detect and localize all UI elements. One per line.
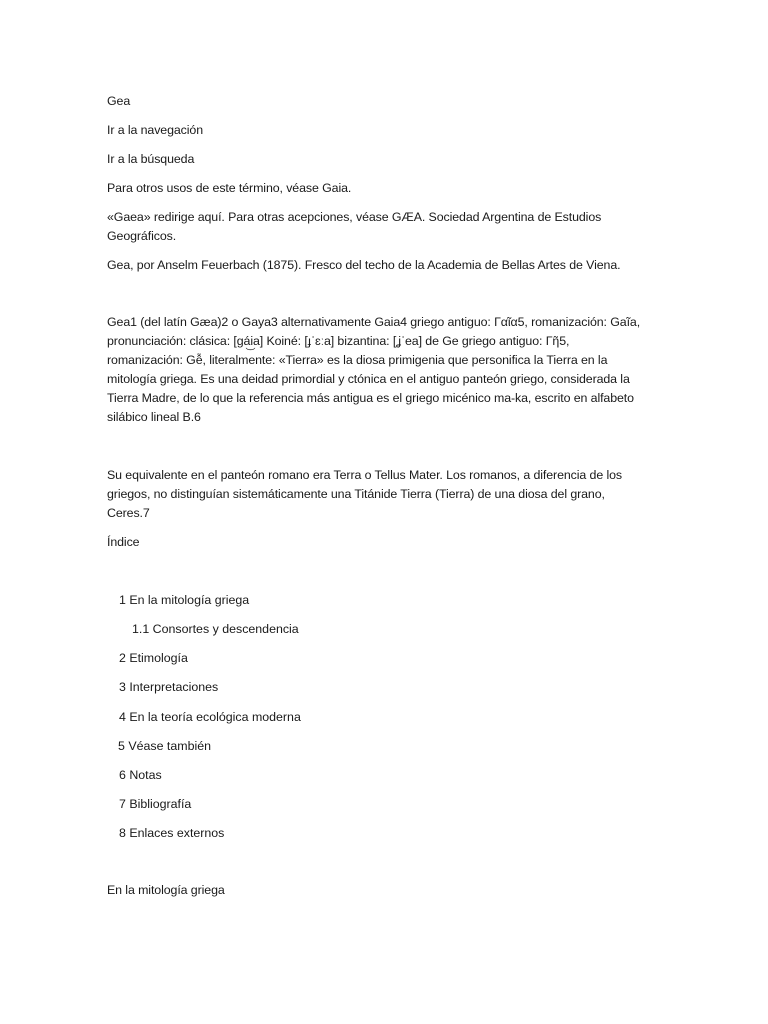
redirect-line: «Gaea» redirige aquí. Para otras acepciones, véase GÆA. Sociedad Argentina de Estudios bbox=[107, 210, 602, 224]
search-link[interactable]: Ir a la búsqueda bbox=[107, 152, 195, 166]
intro-line: mitología griega. Es una deidad primordial y ctónica en el antiguo panteón griego, considerada la bbox=[107, 372, 630, 386]
toc-item[interactable]: 1 En la mitología griega bbox=[119, 593, 250, 607]
toc-item[interactable]: 2 Etimología bbox=[119, 651, 188, 665]
toc-item[interactable]: 7 Bibliografía bbox=[119, 797, 192, 811]
redirect-line: Geográficos. bbox=[107, 229, 177, 243]
intro-line: silábico lineal B.6 bbox=[107, 410, 201, 424]
section-heading: En la mitología griega bbox=[107, 883, 225, 897]
roman-line: Ceres.7 bbox=[107, 506, 150, 520]
nav-link[interactable]: Ir a la navegación bbox=[107, 123, 204, 137]
toc-item[interactable]: 3 Interpretaciones bbox=[119, 680, 219, 694]
roman-paragraph bbox=[107, 466, 667, 523]
intro-line: romanización: Gễ, literalmente: «Tierra» es la diosa primigenia que personifica la Tierra en la bbox=[107, 353, 608, 367]
roman-line: Su equivalente en el panteón romano era Terra o Tellus Mater. Los romanos, a diferencia de los bbox=[107, 468, 622, 482]
roman-line: griegos, no distinguían sistemáticamente una Titánide Tierra (Tierra) de una diosa del grano, bbox=[107, 487, 605, 501]
toc-item[interactable]: 1.1 Consortes y descendencia bbox=[132, 622, 299, 636]
index-heading: Índice bbox=[107, 535, 140, 549]
toc-item[interactable]: 8 Enlaces externos bbox=[119, 826, 225, 840]
other-uses-note: Para otros usos de este término, véase Gaia. bbox=[107, 181, 352, 195]
toc-item[interactable]: 5 Véase también bbox=[118, 739, 211, 753]
intro-line: Gea1 (del latín Gæa)2 o Gaya3 alternativamente Gaia4 griego antiguo: Γαῖα5, romanización: Gaĩa, bbox=[107, 315, 641, 329]
intro-line: Tierra Madre, de lo que la referencia más antigua es el griego micénico ma-ka, escrito en alfabeto bbox=[107, 391, 634, 405]
image-caption: Gea, por Anselm Feuerbach (1875). Fresco del techo de la Academia de Bellas Artes de Viena. bbox=[107, 258, 621, 272]
toc-item[interactable]: 4 En la teoría ecológica moderna bbox=[119, 710, 301, 724]
toc-item[interactable]: 6 Notas bbox=[119, 768, 162, 782]
page-title: Gea bbox=[107, 94, 131, 108]
intro-line: pronunciación: clásica: [gá͜ia] Koiné: [ɟˈɛːa] bizantina: [ʝˈea] de Ge griego antiguo: Γῆ5, bbox=[107, 334, 570, 348]
intro-paragraph bbox=[107, 313, 667, 427]
redirect-note bbox=[107, 208, 667, 246]
